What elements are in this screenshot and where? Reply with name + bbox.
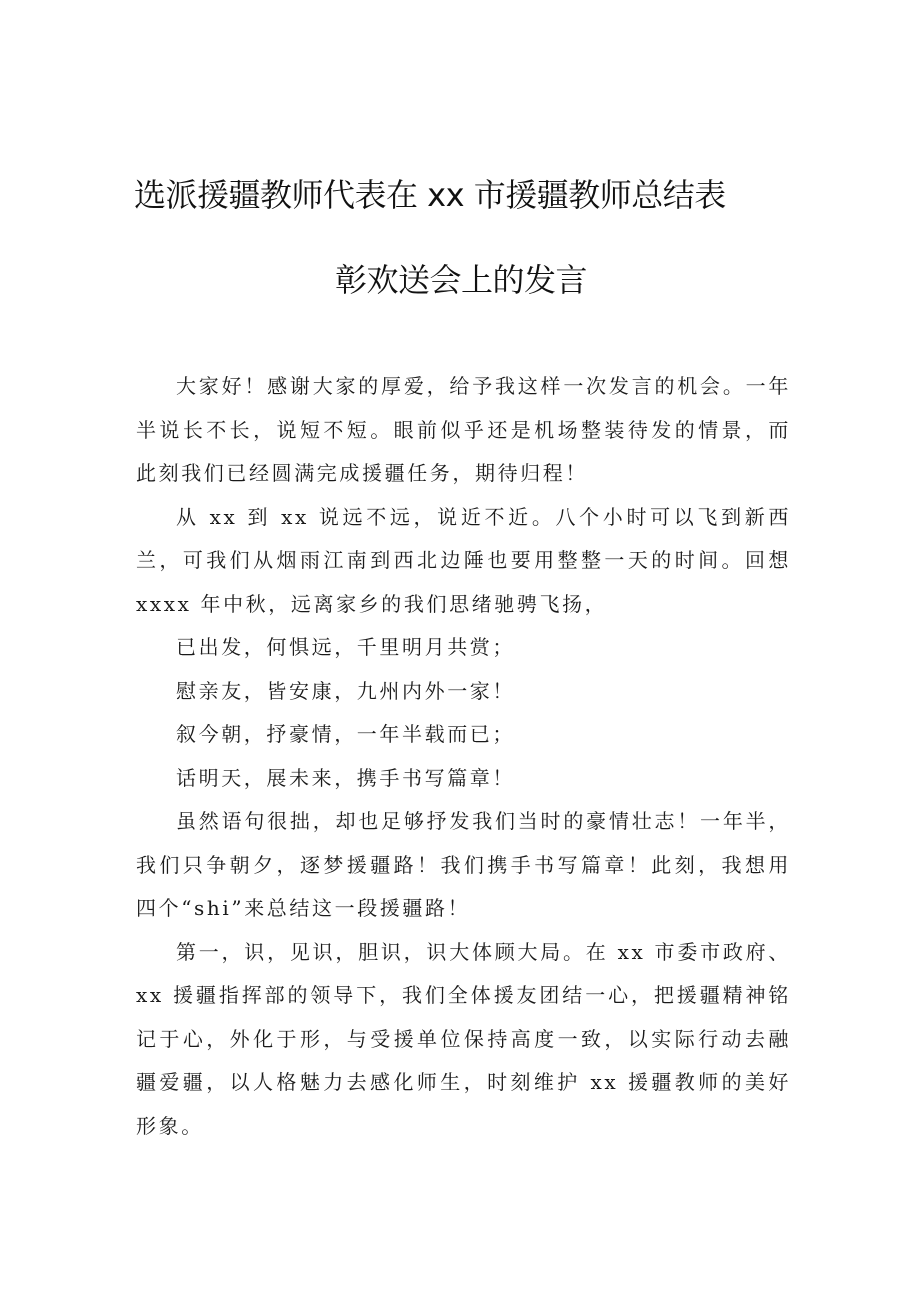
verse-line-4: 话明天，展未来，携手书写篇章！	[176, 765, 515, 790]
verse-line-1: 已出发，何惧远，千里明月共赏；	[176, 635, 515, 659]
document-body	[136, 365, 791, 1148]
verse-line-2: 慰亲友，皆安康，九州内外一家！	[176, 678, 515, 703]
paragraph-greeting: 大家好！感谢大家的厚爱，给予我这样一次发言的机会。一年半说长不长，说短不短。眼前似乎还是机场整装待发的情景，而此刻我们已经圆满完成援疆任务，期待归程！	[136, 374, 791, 485]
paragraph-summary-intro: 虽然语句很拙，却也足够抒发我们当时的豪情壮志！一年半，我们只争朝夕，逐梦援疆路！我们携手书写篇章！此刻，我想用四个“shi”来总结这一段援疆路！	[136, 809, 791, 920]
document-title-line-1: 选派援疆教师代表在 xx 市援疆教师总结表	[134, 176, 726, 214]
paragraph-point-one: 第一，识，见识，胆识，识大体顾大局。在 xx 市委市政府、xx 援疆指挥部的领导下，我们全体援友团结一心，把援疆精神铭记于心，外化于形，与受援单位保持高度一致，以实际行动去融疆爱疆，以人格魅力去感化师生，时刻维护 xx 援疆教师的美好形象。	[136, 939, 791, 1138]
verse-line-3: 叙今朝，抒豪情，一年半载而已；	[176, 722, 515, 746]
paragraph-journey: 从 xx 到 xx 说远不远，说近不近。八个小时可以飞到新西兰，可我们从烟雨江南到西北边陲也要用整整一天的时间。回想 xxxx 年中秋，远离家乡的我们思绪驰骋飞扬，	[136, 504, 791, 616]
document-title-line-2: 彰欢送会上的发言	[335, 261, 588, 299]
